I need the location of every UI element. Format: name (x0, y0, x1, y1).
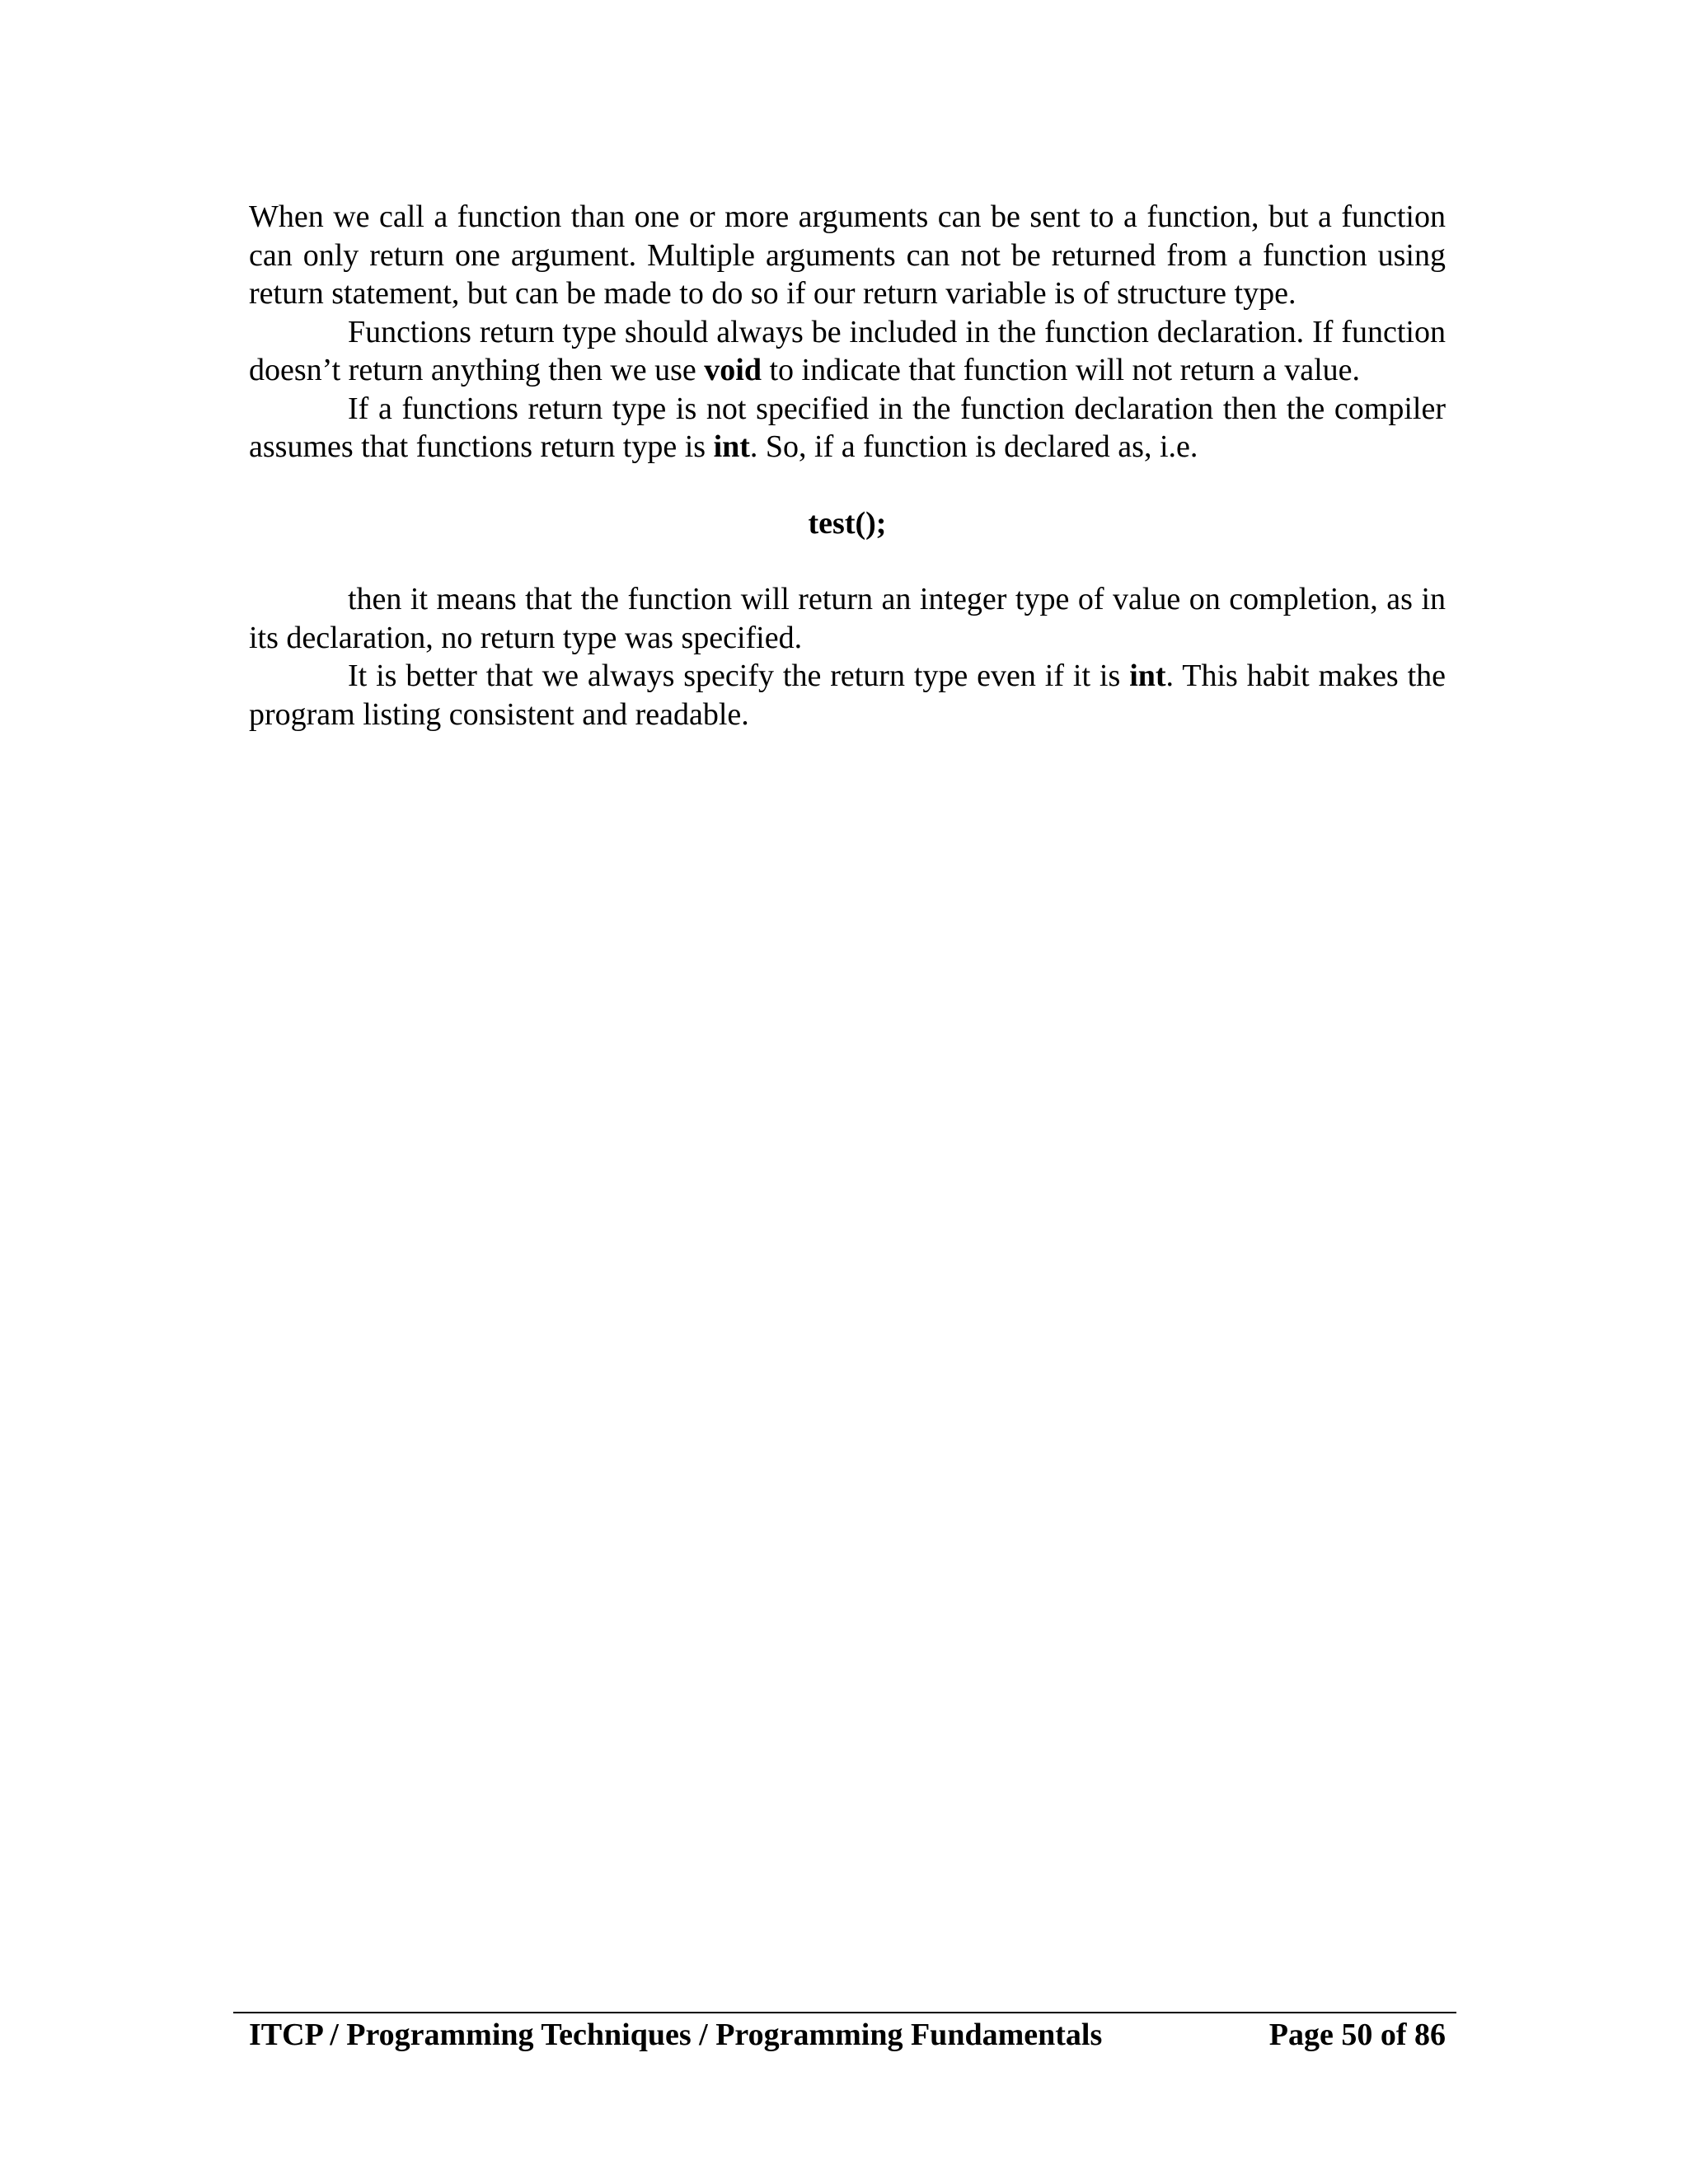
keyword-void: void (704, 353, 762, 387)
paragraph-arguments: When we call a function than one or more arguments can be sent to a function, but a function can only return one argument. Multiple arguments can not be returned from a function using return statement, but can be made to do so if our return variable is of structure type. (249, 199, 1446, 311)
text-segment: . This habit makes the program listing consistent and readable. (249, 658, 1446, 732)
page-number: Page 50 of 86 (1268, 2018, 1446, 2052)
keyword-int: int (713, 429, 750, 464)
page-body (249, 198, 1446, 733)
text-segment: . So, if a function is declared as, i.e. (749, 429, 1198, 464)
text-segment: to indicate that function will not return a value. (761, 353, 1360, 387)
paragraph-best-practice (249, 657, 1446, 733)
page-footer (249, 2012, 1446, 2058)
text-segment: It is better that we always specify the return type even if it is (348, 658, 1130, 693)
text-segment: If a functions return type is not specified in the function declaration then the compiler assumes that functions return type is (249, 391, 1446, 464)
keyword-int: int (1129, 658, 1166, 693)
paragraph-integer-return: then it means that the function will return an integer type of value on completion, as in its declaration, no return type was specified. (249, 582, 1446, 655)
code-example: test(); (808, 505, 887, 541)
text-segment: Functions return type should always be included in the function declaration. If function doesn’t return anything then we use (249, 314, 1446, 387)
footer-title: ITCP / Programming Techniques / Programming Fundamentals (249, 2018, 1103, 2052)
paragraph-default-int (249, 390, 1446, 466)
paragraph-return-type (249, 313, 1446, 390)
